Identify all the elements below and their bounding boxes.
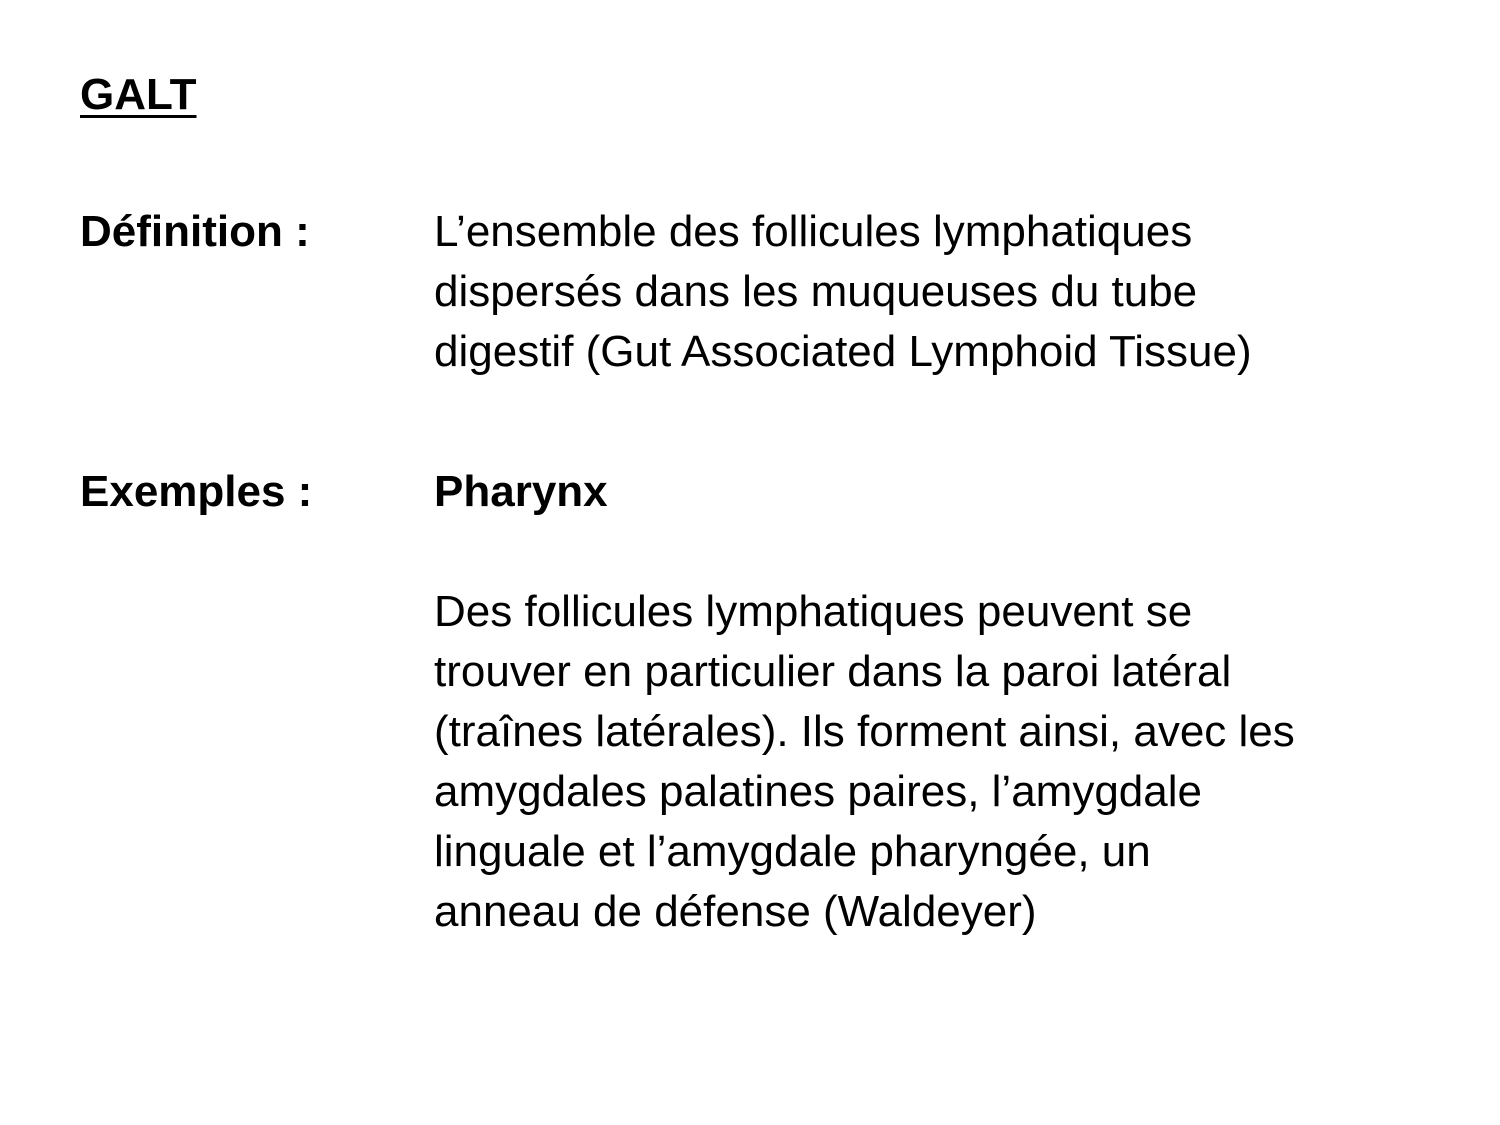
examples-text xyxy=(434,582,1295,942)
definition-line: L’ensemble des follicules lymphatiques xyxy=(434,207,1193,256)
slide-title: GALT xyxy=(80,70,197,119)
definition-label: Définition : xyxy=(80,207,310,256)
examples-line: amygdales palatines paires, l’amygdale xyxy=(434,767,1202,816)
examples-line: (traînes latérales). Ils forment ainsi, avec les xyxy=(434,707,1295,756)
examples-line: trouver en particulier dans la paroi latéral xyxy=(434,647,1232,696)
examples-line: anneau de défense (Waldeyer) xyxy=(434,887,1037,936)
examples-label: Exemples : xyxy=(80,467,313,516)
definition-line: dispersés dans les muqueuses du tube xyxy=(434,267,1198,316)
examples-line: Des follicules lymphatiques peuvent se xyxy=(434,587,1193,636)
examples-line: linguale et l’amygdale pharyngée, un xyxy=(434,827,1151,876)
definition-text xyxy=(434,202,1252,382)
definition-line: digestif (Gut Associated Lymphoid Tissue) xyxy=(434,327,1252,376)
examples-heading: Pharynx xyxy=(434,467,608,516)
